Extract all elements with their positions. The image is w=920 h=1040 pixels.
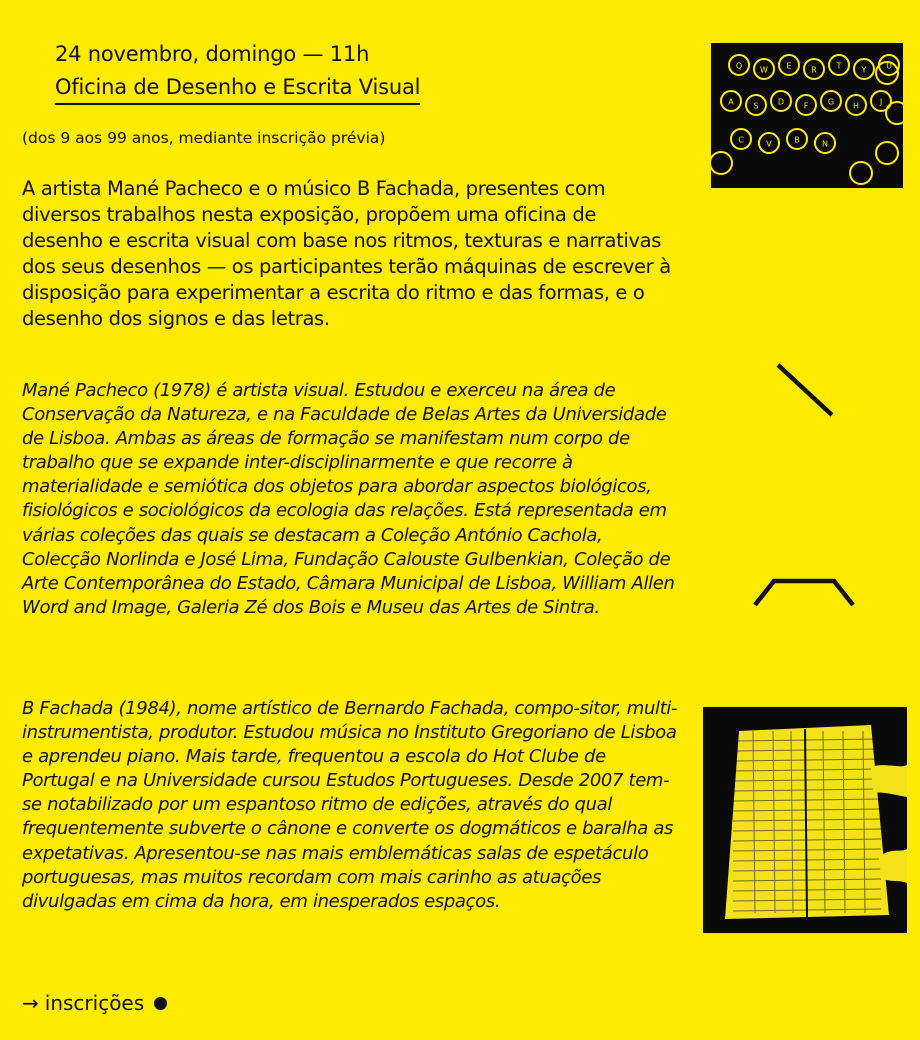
typewriter-key bbox=[850, 162, 872, 184]
diagonal-line-decoration bbox=[772, 360, 838, 420]
typewriter-key-letter: C bbox=[738, 135, 744, 145]
typewriter-key-letter: D bbox=[777, 97, 785, 107]
typewriter-key-letter: Y bbox=[861, 65, 867, 75]
typewriter-key-letter: A bbox=[728, 97, 734, 107]
typewriter-key-letter: U bbox=[886, 61, 892, 71]
typewriter-key-letter: B bbox=[794, 135, 800, 145]
typewriter-key-letter: R bbox=[811, 65, 817, 75]
typewriter-key bbox=[711, 152, 732, 174]
typewriter-keyboard-image bbox=[711, 43, 903, 188]
bio-b-fachada: B Fachada (1984), nome artístico de Bernardo Fachada, compo-sitor, multi-instrumentista, produtor. Estudou música no Instituto Gregoriano de Lisboa e aprendeu piano. Mais tarde, frequentou a escola do Hot Clube de Portugal e na Universidade cursou Estudos Portugueses. Desde 2007 tem-se notabilizado por um espantoso ritmo de edições, através do qual frequentemente subverte o cânone e converte os dogmáticos e baralha as expetativas. Apresentou-se nas mais emblemáticas salas de espetáculo portuguesas, mas muitos recordam com mais carinho as atuações divulgadas em cima da hora, em inesperados espaços. bbox=[22, 698, 678, 912]
age-note: (dos 9 aos 99 anos, mediante inscrição prévia) bbox=[22, 129, 386, 147]
signup-link[interactable] bbox=[22, 990, 167, 1016]
ledger-paper-graphic bbox=[703, 707, 907, 933]
trapezoid-bracket-decoration bbox=[750, 575, 860, 611]
typewriter-key-letter: G bbox=[827, 97, 835, 107]
typewriter-key-letter: Q bbox=[735, 61, 743, 71]
typewriter-keys-graphic bbox=[711, 43, 903, 188]
typewriter-key-letter: V bbox=[766, 139, 772, 149]
typewriter-key-letter: S bbox=[753, 101, 759, 111]
event-date-time: 24 novembro, domingo — 11h bbox=[55, 42, 370, 66]
event-title-link[interactable]: Oficina de Desenho e Escrita Visual bbox=[55, 73, 420, 105]
intro-paragraph: A artista Mané Pacheco e o músico B Fachada, presentes com diversos trabalhos nesta exposição, propõem uma oficina de desenho e escrita visual com base nos ritmos, texturas e narrativas dos seus desenhos — os participantes terão máquinas de escrever à disposição para experimentar a escrita do ritmo e das formas, e o desenho dos signos e das letras. bbox=[22, 177, 671, 330]
typewriter-key-letter: N bbox=[822, 139, 828, 149]
bio-mane-pacheco: Mané Pacheco (1978) é artista visual. Estudou e exerceu na área de Conservação da Natureza, e na Faculdade de Belas Artes da Universidade de Lisboa. Ambas as áreas de formação se manifestam num corpo de trabalho que se expande inter-disciplinarmente e que recorre à materialidade e semiótica dos objetos para abordar aspectos biológicos, fisiológicos e sociológicos da ecologia das relações. Está representada em várias coleções das quais se destacam a Coleção António Cachola, Colecção Norlinda e José Lima, Fundação Calouste Gulbenkian, Coleção de Arte Contemporânea do Estado, Câmara Municipal de Lisboa, William Allen Word and Image, Galeria Zé dos Bois e Museu das Artes de Sintra. bbox=[22, 380, 675, 618]
typewriter-key bbox=[876, 142, 898, 164]
typewriter-key bbox=[886, 102, 903, 124]
dot-icon bbox=[154, 997, 167, 1010]
typewriter-key-letter: W bbox=[760, 65, 768, 75]
ledger-paper-image bbox=[703, 707, 907, 933]
typewriter-key-letter: T bbox=[836, 61, 842, 71]
typewriter-key-letter: E bbox=[786, 61, 792, 71]
typewriter-key-letter: H bbox=[852, 101, 860, 111]
typewriter-key-letter: F bbox=[803, 101, 809, 111]
arrow-right-icon: → bbox=[22, 991, 39, 1015]
typewriter-key-letter: J bbox=[879, 97, 883, 107]
signup-label: inscrições bbox=[44, 991, 145, 1015]
